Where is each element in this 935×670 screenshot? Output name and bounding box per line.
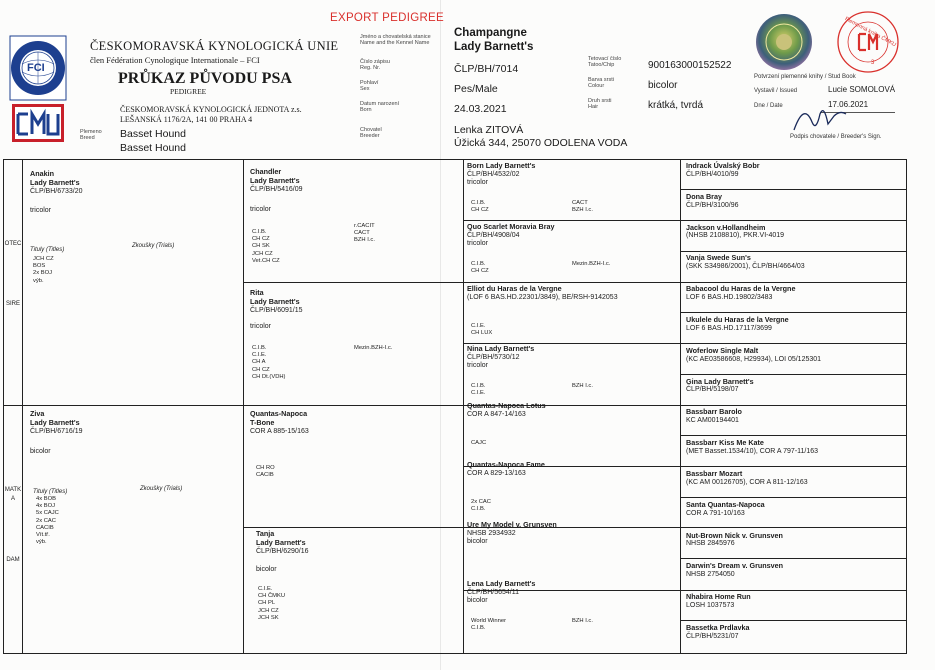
fci-logo-text: FCI (27, 62, 45, 74)
sire-side-label-en: SIRE (5, 301, 20, 307)
ggp-titles: CAJC (471, 440, 487, 446)
gggp-name: Jackson v.Hollandheim (686, 222, 766, 232)
breeder-address: Úžická 344, 25070 ODOLENA VODA (454, 137, 628, 149)
gggp-entry (686, 316, 789, 333)
name-label: Jméno a chovatelská stanice Name and the Kennel Name (360, 34, 431, 47)
gggp-name: Bassbarr Mozart (686, 469, 743, 478)
gggp-reg: ČLP/BH/5231/07 (686, 632, 739, 640)
union-member: člen Fédération Cynologique Internationale – FCI (90, 55, 260, 65)
gggp-entry (686, 501, 765, 518)
born-label: Datum narození Born (360, 101, 400, 114)
dam-reg: ČLP/BH/6716/19 (30, 427, 83, 435)
gggp-entry (686, 562, 783, 579)
gggp-reg: (KC AE03586608, H29934), LOI 05/125301 (686, 355, 822, 363)
gggp-entry (686, 624, 750, 641)
ggp-colour: tricolor (467, 179, 489, 187)
gp-titles-4: C.I.E. CH ČMKU CH PL JCH CZ JCH SK (258, 586, 286, 621)
ggp-name: Lena Lady Barnett's (467, 579, 536, 588)
ggp-titles: C.I.B. C.I.E. (471, 383, 486, 397)
hair-label: Druh srsti Hair (588, 98, 612, 111)
ggp-colour: tricolor (467, 362, 489, 370)
gggp-reg: NHSB 2845976 (686, 540, 735, 548)
colour-label: Barva srsti Colour (588, 77, 614, 90)
doc-subtitle: PEDIGREE (170, 87, 207, 96)
dam-side-label-en: DAM (6, 557, 20, 563)
gggp-entry (686, 224, 784, 241)
gggp-name: Nhabira Home Run (686, 592, 751, 602)
gggp-name: Ukulele du Haras de la Vergne (686, 315, 789, 324)
signature-label: Podpis chovatele / Breeder's Sign. (790, 134, 882, 140)
ggp-titles-secondary: BZH I.c. (572, 383, 593, 389)
ggp-entry (467, 223, 554, 249)
dam-titles-label: Tituly (Titles) (33, 489, 68, 495)
ggp-titles-secondary: CACT BZH I.c. (572, 200, 593, 214)
gp-name: Chandler (250, 167, 282, 176)
gp-reg: ČLP/BH/6091/15 (250, 306, 303, 314)
dog-chip: 900163000152522 (648, 60, 732, 71)
gggp-entry (686, 193, 739, 210)
sire-entry (30, 170, 83, 196)
dog-name: Champangne (454, 27, 527, 39)
ggp-titles: C.I.B. CH CZ (471, 200, 489, 214)
gp-kennel: T-Bone (250, 417, 275, 427)
reg-label: Číslo zápisu Reg. Nr. (360, 59, 390, 72)
gp-name: Quantas-Napoca (250, 409, 308, 418)
gggp-name: Vanja Swede Sun's (686, 253, 751, 263)
ggp-entry (467, 162, 535, 188)
ggp-name: Elliot du Haras de la Vergne (467, 284, 562, 293)
dam-colour: bicolor (30, 448, 51, 455)
breeder-label: Chovatel Breeder (360, 127, 382, 140)
issuer-name: ČESKOMORAVSKÁ KYNOLOGICKÁ JEDNOTA z.s. (120, 105, 302, 114)
ggp-entry (467, 521, 557, 547)
gp-colour-2: tricolor (250, 323, 272, 330)
dam-name: Ziva (30, 409, 45, 418)
ggp-entry (467, 461, 545, 478)
gggp-reg: ČLP/BH/4010/99 (686, 170, 739, 178)
stamp-text: Plemenná kniha ČMKU (843, 16, 897, 49)
ggp-colour: bicolor (467, 538, 488, 546)
gggp-entry (686, 593, 751, 610)
gggp-name: Woferlow Single Malt (686, 345, 759, 355)
ggp-reg: ČLP/BH/5654/11 (467, 588, 520, 596)
sire-colour: tricolor (30, 207, 52, 214)
gggp-name: Dona Bray (686, 191, 722, 201)
ggp-titles-secondary: BZH I.c. (572, 618, 593, 624)
gggp-entry (686, 470, 808, 487)
studbook-confirm-label: Potvrzení plemenné knihy / Stud Book (754, 74, 856, 80)
gggp-reg: NHSB 2754050 (686, 571, 735, 579)
ggp-titles-secondary: Mezin.BZH-I.c. (572, 261, 611, 267)
breeder-signature-icon (790, 96, 850, 136)
ggp-reg: (LOF 6 BAS.HD.22301/3849), BE/RSH-9142053 (467, 293, 618, 301)
gp-entry-3 (250, 410, 309, 436)
gggp-name: Bassetka Prdlavka (686, 623, 750, 632)
breed-label: Plemeno Breed (80, 129, 102, 142)
ggp-colour: tricolor (467, 240, 489, 248)
ggp-reg: ČLP/BH/4532/02 (467, 170, 520, 178)
sire-trials-label: Zkoušky (Trials) (132, 243, 175, 249)
gp-reg: COR A 885-15/163 (250, 427, 309, 435)
gp-kennel: Lady Barnett's (256, 537, 306, 547)
gp-reg: ČLP/BH/5416/09 (250, 185, 303, 193)
ggp-colour: bicolor (467, 597, 488, 605)
gp-titles-1: C.I.B. CH CZ CH SK JCH CZ Vet.CH CZ (252, 229, 280, 264)
gggp-name: Bassbarr Barolo (686, 407, 742, 417)
dog-born: 24.03.2021 (454, 103, 507, 115)
ggp-titles: 2x CAC C.I.B. (471, 499, 491, 513)
ggp-name: Quo Scarlet Moravia Bray (467, 222, 555, 231)
ggp-titles: C.I.B. CH CZ (471, 261, 489, 275)
dam-entry (30, 410, 83, 436)
gggp-entry (686, 408, 742, 425)
ggp-name: Quantas-Napoca Lotus (467, 401, 546, 410)
issued-by: Lucie SOMOLOVÁ (828, 85, 896, 94)
sire-kennel: Lady Barnett's (30, 177, 80, 187)
dam-kennel: Lady Barnett's (30, 417, 80, 427)
ggp-reg: NHSB 2934932 (467, 529, 516, 537)
ggp-name: Born Lady Barnett's (467, 161, 536, 170)
dam-titles: 4x BOB 4x BOJ 5x CAJC 2x CAC CACIB Vít.tř. výb. (36, 496, 59, 546)
gggp-name: Indrack Úvalský Bobr (686, 161, 760, 170)
ggp-name: Quantas-Napoca Fame (467, 460, 545, 469)
gggp-reg: LOSH 1037573 (686, 601, 735, 609)
dog-colour: bicolor (648, 80, 678, 91)
ggp-entry (467, 580, 535, 606)
ggp-entry (467, 285, 618, 302)
gggp-reg: (KC AM 00126705), COR A 811-12/163 (686, 478, 808, 486)
sire-name: Anakin (30, 169, 54, 178)
gggp-entry (686, 162, 760, 179)
ggp-name: Ure My Model v. Grunsven (467, 520, 557, 529)
ggp-reg: ČLP/BH/4908/04 (467, 231, 520, 239)
breeder-name: Lenka ZITOVÁ (454, 124, 524, 136)
gggp-reg: ČLP/BH/3100/96 (686, 201, 739, 209)
gp-titles-3: CH RO CACIB (256, 465, 275, 479)
gggp-reg: COR A 791-10/163 (686, 509, 745, 517)
date-label: Dne / Date (754, 103, 783, 109)
issue-date: 17.06.2021 (828, 100, 869, 109)
dam-trials-label: Zkoušky (Trials) (140, 486, 183, 492)
gggp-name: Gina Lady Barnett's (686, 376, 754, 386)
gggp-reg: (MET Basset.1534/10), COR A 797-11/163 (686, 447, 819, 455)
gggp-name: Nut-Brown Nick v. Grunsven (686, 530, 783, 540)
gggp-name: Babacool du Haras de la Vergne (686, 284, 796, 294)
gggp-entry (686, 439, 818, 456)
sire-reg: ČLP/BH/6733/20 (30, 187, 83, 195)
sire-side-label-cz: OTEC (4, 241, 22, 247)
dog-sex: Pes/Male (454, 83, 498, 95)
dog-hair: krátká, tvrdá (648, 100, 704, 111)
gp-reg: ČLP/BH/6290/16 (256, 547, 309, 555)
gggp-entry (686, 347, 821, 364)
gggp-entry (686, 254, 805, 271)
gp-titles2-1: r.CACIT CACT BZH I.c. (354, 223, 375, 244)
gggp-entry (686, 285, 795, 302)
gp-titles2-2: Mezin.BZH-I.c. (354, 345, 393, 351)
gggp-reg: LOF 6 BAS.HD.19802/3483 (686, 293, 773, 301)
hologram-seal-icon (753, 12, 815, 72)
ggp-entry (467, 402, 546, 419)
ggp-name: Nina Lady Barnett's (467, 344, 535, 353)
breed-value: Basset Hound (120, 128, 186, 140)
gggp-entry (686, 378, 754, 395)
dam-side-label-cz: MATKA (4, 487, 22, 503)
ggp-entry (467, 345, 534, 371)
sex-label: Pohlaví Sex (360, 80, 379, 93)
ggp-titles: World Winner C.I.B. (471, 618, 507, 632)
export-stamp: EXPORT PEDIGREE (330, 12, 444, 24)
sire-titles: JCH CZ BOS 2x BOJ výb. (33, 256, 54, 284)
gggp-reg: (NHSB 2108810), PKR.VI-4019 (686, 232, 785, 240)
gggp-name: Santa Quantas-Napoca (686, 499, 765, 509)
issued-label: Vystavil / Issued (754, 88, 798, 94)
breed-value-en: Basset Hound (120, 142, 186, 154)
gggp-reg: (SKK S34986/2001), ČLP/BH/4664/03 (686, 263, 805, 271)
doc-title: PRŮKAZ PŮVODU PSA (118, 70, 292, 87)
gp-titles-2: C.I.B. C.I.E. CH A CH CZ CH Dt.(VDH) (252, 345, 286, 380)
gggp-reg: ČLP/BH/5198/07 (686, 386, 739, 394)
ggp-reg: COR A 847-14/163 (467, 410, 526, 418)
fci-logo-icon (8, 34, 68, 144)
gp-colour-1: tricolor (250, 206, 272, 213)
stamp-number: 3 (871, 60, 875, 66)
dog-kennel: Lady Barnett's (454, 41, 534, 53)
ggp-titles: C.I.E. CH LUX (471, 323, 493, 337)
gp-entry-2 (250, 289, 303, 315)
chip-label: Tetovací číslo Tatoo/Chip (588, 56, 622, 69)
gp-name: Rita (250, 288, 264, 297)
gggp-name: Bassbarr Kiss Me Kate (686, 438, 764, 448)
gp-name: Tanja (256, 529, 275, 538)
sire-titles-label: Tituly (Titles) (30, 247, 65, 253)
union-name: ČESKOMORAVSKÁ KYNOLOGICKÁ UNIE (90, 39, 339, 53)
gggp-reg: KC AM00194401 (686, 417, 739, 425)
issuer-address: LEŠANSKÁ 1176/2A, 141 00 PRAHA 4 (120, 115, 253, 124)
gp-kennel: Lady Barnett's (250, 296, 300, 306)
ggp-reg: ČLP/BH/5730/12 (467, 353, 520, 361)
gggp-reg: LOF 6 BAS.HD.17117/3699 (686, 324, 772, 332)
logo-block (8, 34, 68, 144)
gggp-entry (686, 532, 783, 549)
gp-entry-1 (250, 168, 303, 194)
gggp-name: Darwin's Dream v. Grunsven (686, 561, 784, 571)
ggp-reg: COR A 829-13/163 (467, 469, 526, 477)
dog-reg: ČLP/BH/7014 (454, 63, 519, 75)
gp-colour-4: bicolor (256, 566, 277, 573)
gp-entry-4 (256, 530, 309, 556)
gp-kennel: Lady Barnett's (250, 175, 300, 185)
